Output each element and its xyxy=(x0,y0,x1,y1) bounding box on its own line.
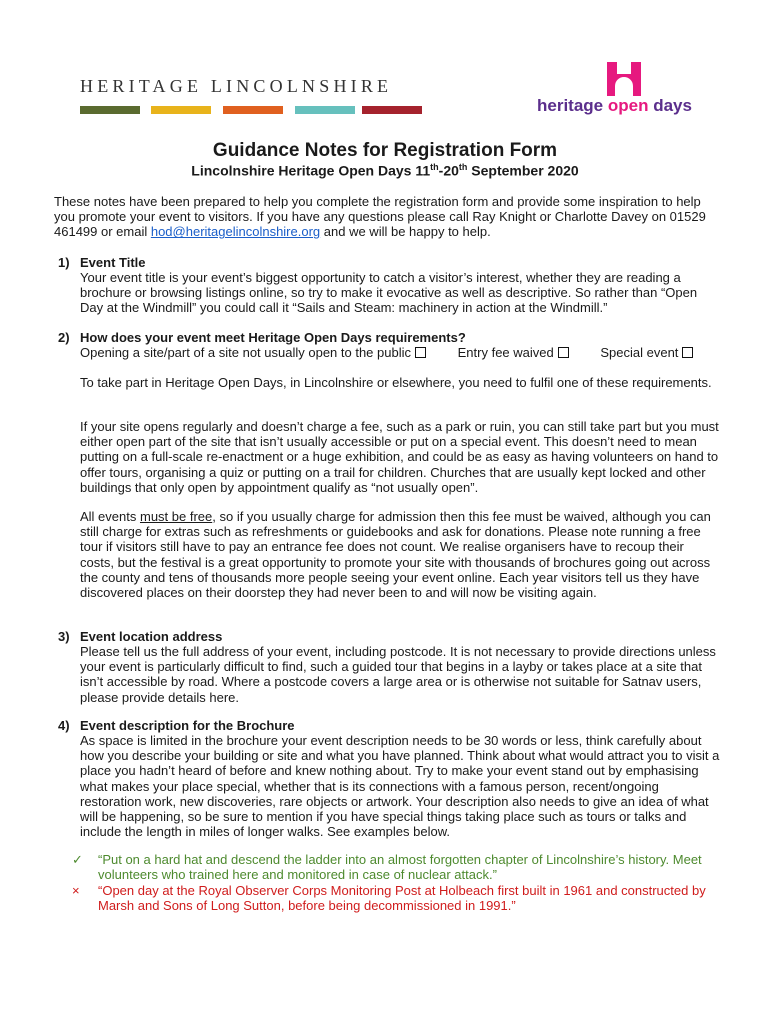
option-label: Entry fee waived xyxy=(457,345,554,360)
section-4-body: As space is limited in the brochure your event description needs to be 30 words or less, think carefully about how you describe your building or site and what you have planned. Think about what would attract you to visit a place you hadn’t heard of before and knew nothing about. Try to make your event stand out by emphasising what makes your place special, whether that is its connections with a famous person, recent/ongoing restoration work, new discoveries, rare objects or artwork. Your description also needs to give an idea of what will be happening, so be sure to mention if you have special things taking place such as tours or talks and include the length in miles of longer walks. See examples below. xyxy=(80,733,720,840)
section-3-body: Please tell us the full address of your event, including postcode. It is not necessary to provide directions unless your event is particularly difficult to find, such a guided tour that begins in a layby or takes place at a site that isn’t accessible by road. Where a postcode covers a large area or is otherwise not suitable for Satnav users, please provide details here. xyxy=(80,644,716,705)
logo-stripe-yellow xyxy=(151,106,211,114)
section-4-heading xyxy=(58,718,718,733)
section-number: 3) xyxy=(58,629,70,644)
check-icon: ✓ xyxy=(72,852,83,867)
section-2-heading xyxy=(58,330,718,345)
section-1-heading xyxy=(58,255,718,270)
subtitle-text: September 2020 xyxy=(467,162,579,179)
good-example-text: “Put on a hard hat and descend the ladder into an almost forgotten chapter of Lincolnshire’s history. Meet volunteers who trained here and monitored in case of nuclear attack.” xyxy=(98,852,702,883)
page-subtitle xyxy=(0,162,770,179)
subtitle-sup: th xyxy=(430,162,439,172)
page-title: Guidance Notes for Registration Form xyxy=(212,140,558,161)
checkbox[interactable] xyxy=(558,347,569,358)
option-special-event[interactable] xyxy=(600,345,693,360)
section-heading: Event location address xyxy=(80,629,223,644)
section-1-body: Your event title is your event’s biggest opportunity to catch a visitor’s interest, whether they are reading a brochure or browsing listings online, so try to make it evocative as well as descriptive. So rather than “Open Day at the Windmill” you could call it “Sails and Steam: machinery in action at the Windmill.” xyxy=(80,270,698,316)
cross-icon: × xyxy=(72,883,80,898)
para-text: All events xyxy=(80,509,140,524)
section-number: 1) xyxy=(58,255,70,270)
intro-tail: and we will be happy to help. xyxy=(320,224,491,240)
hod-word-open: open xyxy=(607,96,649,115)
good-example xyxy=(72,852,720,883)
section-heading: Event Title xyxy=(80,255,146,270)
section-2-para-3 xyxy=(80,509,720,600)
logo-stripe-olive xyxy=(80,106,140,114)
heritage-lincolnshire-logo-text: HERITAGE LINCOLNSHIRE xyxy=(80,76,393,96)
intro-paragraph xyxy=(54,194,724,240)
heritage-open-days-h-icon xyxy=(605,60,643,98)
heritage-open-days-logo xyxy=(537,96,692,116)
section-heading: Event description for the Brochure xyxy=(80,718,295,733)
section-heading: How does your event meet Heritage Open Days requirements? xyxy=(80,330,466,345)
checkbox[interactable] xyxy=(682,347,693,358)
subtitle-text: -20 xyxy=(438,162,459,179)
section-number: 4) xyxy=(58,718,70,733)
hod-word-days: days xyxy=(653,96,692,115)
section-3-heading xyxy=(58,629,718,644)
section-2-para-1: To take part in Heritage Open Days, in Lincolnshire or elsewhere, you need to fulfil one of these requirements. xyxy=(80,375,712,390)
section-number: 2) xyxy=(58,330,70,345)
logo-stripe-orange xyxy=(223,106,283,114)
must-be-free-emphasis: must be free xyxy=(139,509,213,524)
option-entry-fee-waived[interactable] xyxy=(458,345,569,360)
requirement-options xyxy=(80,345,720,360)
para-text: , so if you usually charge for admission then this fee must be waived, although you can still charge for extras such as refreshments or guidebooks and ask for donations. Please note running a free tour if visitors still have to pay an entrance fee does not count. We realise organisers have to recoup their costs, but the festival is a great opportunity to promote your site with thousands of brochures going out across the county and tens of thousands more people seeing your event online. Each year visitors tell us they have discovered places on their doorstep they had never been to and will now be visiting again. xyxy=(80,509,711,601)
hod-word-heritage: heritage xyxy=(537,96,604,115)
logo-stripe-red xyxy=(362,106,422,114)
logo-stripe-teal xyxy=(295,106,355,114)
option-label: Special event xyxy=(600,345,679,360)
bad-example xyxy=(72,883,720,914)
intro-text: These notes have been prepared to help you complete the registration form and provide some inspiration to help you promote your event to visitors. If you have any questions please call Ray Knight or Charlotte Davey on 01529 461499 or email xyxy=(54,194,706,240)
option-not-usually-open[interactable] xyxy=(80,345,426,360)
subtitle-text: Lincolnshire Heritage Open Days 11 xyxy=(191,162,431,179)
bad-example-text: “Open day at the Royal Observer Corps Monitoring Post at Holbeach first built in 1961 and constructed by Marsh and Sons of Long Sutton, before being decommissioned in 1991.” xyxy=(98,883,706,914)
section-2-para-2: If your site opens regularly and doesn’t charge a fee, such as a park or ruin, you can still take part but you must either open part of the site that isn’t usually accessible or put on a special event. This doesn’t need to mean putting on a full-scale re-enactment or a huge exhibition, and could be as easy as having volunteers on hand to offer tours, organising a quiz or putting on a trail for children. Churches that are usually kept locked and other buildings that only open by appointment qualify as “not usually open”. xyxy=(80,419,719,495)
subtitle-sup: th xyxy=(458,162,468,172)
email-link[interactable]: hod@heritagelincolnshire.org xyxy=(150,224,321,240)
option-label: Opening a site/part of a site not usually open to the public xyxy=(80,345,411,360)
checkbox[interactable] xyxy=(415,347,426,358)
